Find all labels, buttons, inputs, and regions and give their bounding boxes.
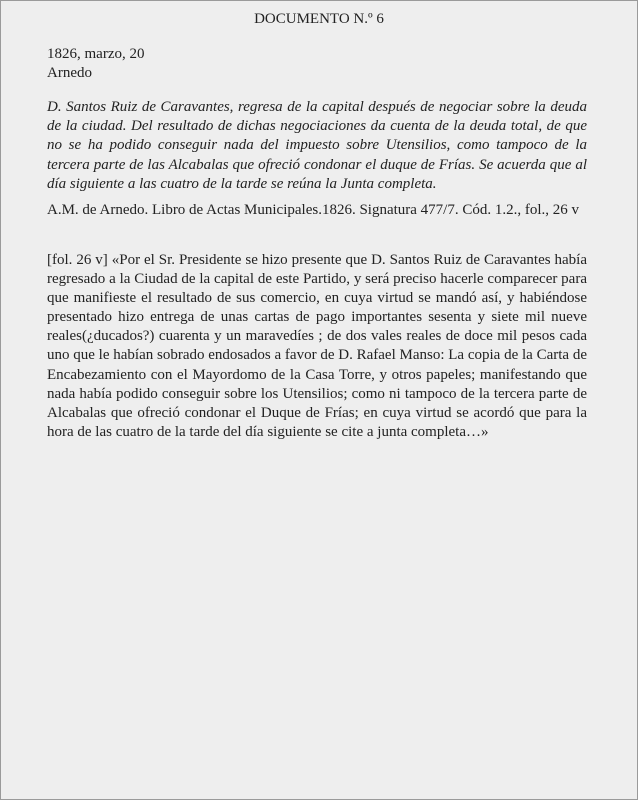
document-title: DOCUMENTO N.º 6 [254,11,384,27]
document-place: Arnedo [47,65,92,81]
document-transcription: [fol. 26 v] «Por el Sr. Presidente se hizo presente que D. Santos Ruiz de Caravantes había regresado a la Ciudad de la capital de este Partido, y será preciso hacerle comparecer para que manifieste el resultado de sus comercio, en cuya virtud se mandó así, y habiéndose presentado hizo entrega de unas cartas de pago importantes sesenta y siete mil nueve reales(¿ducados?) cuarenta y un maravedíes ; de dos vales reales de doce mil pesos cada uno que le habían sobrado endosados a favor de D. Rafael Manso: La copia de la Carta de Encabezamiento con el Mayordomo de la Casa Torre, y otros papeles; manifestando que nada había podido conseguir sobre los Utensilios; como ni tampoco de la tercera parte de Alcabalas que ofreció condonar el Duque de Frías; en cuya virtud se acordó que para la hora de las cuatro de la tarde del día siguiente se cite a junta completa…» [47,252,587,440]
archival-source-reference: A.M. de Arnedo. Libro de Actas Municipales.1826. Signatura 477/7. Cód. 1.2., fol., 26 v [47,202,580,218]
document-date: 1826, marzo, 20 [47,46,145,62]
document-summary: D. Santos Ruiz de Caravantes, regresa de la capital después de negociar sobre la deuda de la ciudad. Del resultado de dichas negociaciones da cuenta de la deuda total, de que no se ha podido conseguir nada del impuesto sobre Utensilios, como tampoco de la tercera parte de las Alcabalas que ofreció condonar el duque de Frías. Se acuerda que al día siguiente a las cuatro de la tarde se reúna la Junta completa. [47,99,587,192]
